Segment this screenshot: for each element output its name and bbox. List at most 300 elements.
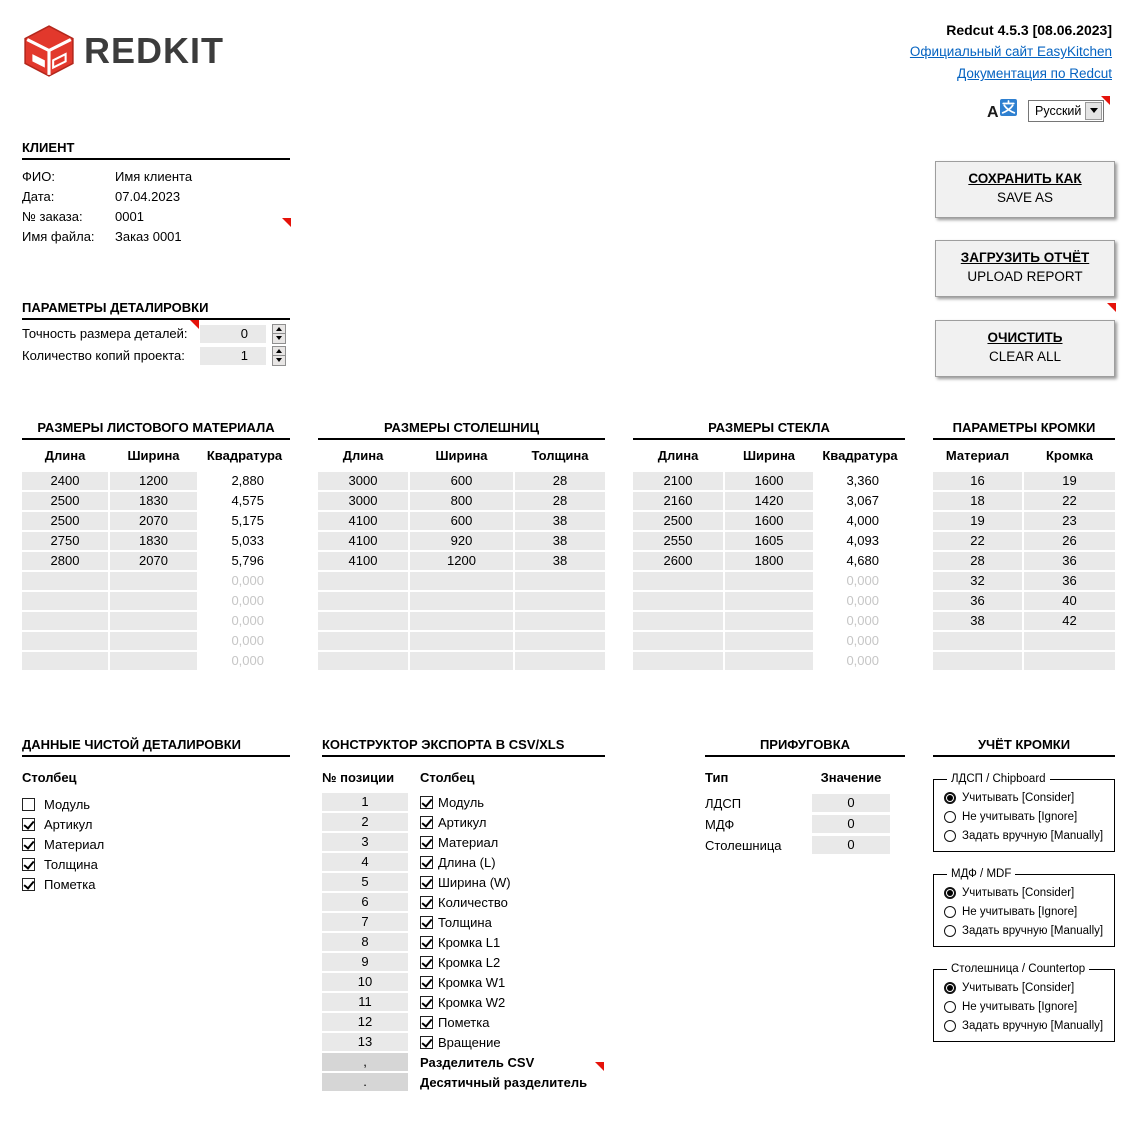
radio-button[interactable] [944,792,956,804]
length-cell[interactable] [22,612,108,630]
checkbox[interactable] [420,1036,433,1049]
countertop-title: РАЗМЕРЫ СТОЛЕШНИЦ [318,420,605,440]
checkbox-row [22,795,290,814]
radio-option [944,997,1110,1016]
checkbox[interactable] [420,976,433,989]
thickness-cell[interactable] [515,592,605,610]
col-header-area: Квадратура [822,448,898,463]
spinner-up-button[interactable] [272,324,286,335]
length-cell[interactable] [22,592,108,610]
area-cell: 0,000 [846,653,879,668]
group-legend: Столешница / Countertop [951,963,1086,975]
clear-all-label-ru: ОЧИСТИТЬ [987,330,1063,345]
area-cell: 0,000 [231,613,264,628]
col-header-value: Значение [820,770,882,785]
area-cell: 0,000 [231,633,264,648]
edge-cell[interactable]: 36 [1024,572,1115,590]
param-row [22,324,290,343]
col-header-column: Столбец [420,770,475,785]
length-cell[interactable]: 3000 [318,492,408,510]
width-cell[interactable] [410,632,513,650]
area-cell: 5,796 [231,553,264,568]
area-cell: 0,000 [846,593,879,608]
edge-cell[interactable]: 19 [1024,472,1115,490]
checkbox[interactable] [22,818,35,831]
thickness-cell[interactable] [515,612,605,630]
table-row [318,612,605,630]
spinner-down-button[interactable] [272,356,286,366]
position-cell[interactable]: 12 [322,1013,408,1031]
edge-cell[interactable]: 40 [1024,592,1115,610]
csv-export-items [322,793,605,1051]
version-label: Redcut 4.5.3 [08.06.2023] [946,22,1112,38]
width-cell[interactable]: 1200 [110,472,197,490]
area-cell: 3,360 [846,473,879,488]
width-cell[interactable]: 1200 [410,552,513,570]
spinner-up-button[interactable] [272,346,286,357]
checkbox-row [22,855,290,874]
checkbox-label: Кромка W1 [438,974,506,990]
radio-option [944,902,1110,921]
client-row [22,226,290,246]
table-row [22,632,290,650]
width-cell[interactable] [725,632,813,650]
csv-export-row [322,1013,605,1031]
length-cell[interactable]: 4100 [318,512,408,530]
checkbox-label: Пометка [44,877,96,892]
thickness-cell[interactable]: 28 [515,472,605,490]
jointing-type-label: ЛДСП [705,795,742,811]
length-cell[interactable]: 2550 [633,532,723,550]
checkbox-label: Кромка W2 [438,994,506,1010]
csv-export-row [322,913,605,931]
csv-separator-row [322,1073,605,1091]
length-cell[interactable]: 4100 [318,552,408,570]
client-section [22,140,290,246]
glass-title: РАЗМЕРЫ СТЕКЛА [633,420,905,440]
checkbox-label: Материал [44,837,105,852]
jointing-value-cell[interactable]: 0 [812,836,890,854]
jointing-section [705,737,905,857]
length-cell[interactable]: 3000 [318,472,408,490]
width-cell[interactable] [725,612,813,630]
official-site-link[interactable]: Официальный сайт EasyKitchen [909,44,1112,59]
length-cell[interactable]: 2500 [22,512,108,530]
material-cell[interactable] [933,652,1022,670]
position-cell[interactable]: 7 [322,913,408,931]
table-row [318,512,605,530]
table-row [318,592,605,610]
radio-label: Не учитывать [Ignore] [962,810,1078,823]
material-cell[interactable]: 28 [933,552,1022,570]
col-header-type: Тип [705,770,729,785]
checkbox[interactable] [22,858,35,871]
table-row [318,532,605,550]
table-row [22,592,290,610]
length-cell[interactable] [22,652,108,670]
edge-cell[interactable]: 36 [1024,552,1115,570]
table-row [933,612,1115,630]
length-cell[interactable] [633,572,723,590]
length-cell[interactable] [22,572,108,590]
checkbox[interactable] [420,896,433,909]
radio-option [944,978,1110,997]
length-cell[interactable]: 2100 [633,472,723,490]
table-row [633,592,905,610]
table-row [318,492,605,510]
edge-params-rows [933,472,1115,670]
col-header-length: Длина [44,448,86,463]
table-row [633,532,905,550]
checkbox-row [22,815,290,834]
position-cell[interactable]: 6 [322,893,408,911]
documentation-link[interactable]: Документация по Redcut [957,66,1112,81]
radio-option [944,883,1110,902]
comment-flag-upload [1107,303,1116,312]
width-cell[interactable]: 2070 [110,552,197,570]
logo-text: REDKIT [84,30,224,71]
detail-params-section [22,300,290,368]
table-row [633,612,905,630]
checkbox[interactable] [420,956,433,969]
radio-button[interactable] [944,982,956,994]
checkbox-label: Модуль [44,797,91,812]
col-header-width: Ширина [742,448,796,463]
thickness-cell[interactable]: 38 [515,552,605,570]
checkbox[interactable] [420,936,433,949]
length-cell[interactable] [633,592,723,610]
area-cell: 0,000 [231,593,264,608]
csv-export-row [322,793,605,811]
edge-accounting-group-mdf [933,868,1115,947]
radio-label: Задать вручную [Manually] [962,829,1104,842]
glass-table [633,420,905,672]
edge-params-title: ПАРАМЕТРЫ КРОМКИ [933,420,1115,440]
area-cell: 0,000 [846,613,879,628]
checkbox-label: Модуль [438,794,485,810]
client-row [22,166,290,186]
csv-export-row [322,853,605,871]
thickness-cell[interactable] [515,572,605,590]
radio-button[interactable] [944,1001,956,1013]
checkbox[interactable] [22,878,35,891]
position-cell[interactable]: 10 [322,973,408,991]
width-cell[interactable] [410,572,513,590]
language-selected: Русский [1035,103,1082,118]
edge-cell[interactable]: 22 [1024,492,1115,510]
radio-label: Учитывать [Consider] [962,791,1075,804]
upload-report-button[interactable] [935,240,1115,297]
material-cell[interactable]: 22 [933,532,1022,550]
table-row [933,572,1115,590]
param-value-cell[interactable]: 1 [200,347,266,365]
client-field-value[interactable]: 0001 [115,208,144,224]
client-section-title: КЛИЕНТ [22,140,290,160]
width-cell[interactable]: 1605 [725,532,813,550]
sheet-material-table [22,420,290,672]
radio-button[interactable] [944,830,956,842]
width-cell[interactable]: 1800 [725,552,813,570]
length-cell[interactable]: 2600 [633,552,723,570]
length-cell[interactable] [22,632,108,650]
material-cell[interactable]: 18 [933,492,1022,510]
param-row [22,346,290,365]
width-cell[interactable] [110,592,197,610]
language-select[interactable] [1028,100,1104,122]
length-cell[interactable] [633,632,723,650]
position-cell[interactable]: 4 [322,853,408,871]
separator-value-cell[interactable]: , [322,1053,408,1071]
jointing-value-cell[interactable]: 0 [812,794,890,812]
col-header-position: № позиции [322,770,395,785]
width-cell[interactable]: 1600 [725,512,813,530]
csv-export-section [322,737,605,1093]
material-cell[interactable]: 36 [933,592,1022,610]
client-row [22,206,290,226]
separator-label: Десятичный разделитель [420,1074,588,1090]
jointing-header-row [705,770,905,785]
radio-option [944,921,1110,940]
table-header-row [318,448,605,464]
width-cell[interactable]: 800 [410,492,513,510]
width-cell[interactable] [410,652,513,670]
checkbox-label: Количество [438,894,508,910]
area-cell: 2,880 [231,473,264,488]
save-as-label-en: SAVE AS [996,190,1054,205]
checkbox[interactable] [420,916,433,929]
width-cell[interactable] [410,592,513,610]
separator-value-cell[interactable]: . [322,1073,408,1091]
width-cell[interactable] [410,612,513,630]
checkbox-label: Вращение [438,1034,501,1050]
radio-group [944,788,1110,845]
jointing-value-cell[interactable]: 0 [812,815,890,833]
radio-label: Не учитывать [Ignore] [962,905,1078,918]
table-row [933,532,1115,550]
checkbox[interactable] [420,816,433,829]
area-cell: 0,000 [231,573,264,588]
area-cell: 4,093 [846,533,879,548]
app-logo [22,24,224,78]
save-as-label-ru: СОХРАНИТЬ КАК [968,171,1082,186]
radio-button[interactable] [944,811,956,823]
checkbox[interactable] [420,1016,433,1029]
checkbox[interactable] [22,838,35,851]
csv-export-row [322,833,605,851]
checkbox-row [22,875,290,894]
csv-separator-rows [322,1053,605,1091]
length-cell[interactable]: 2500 [22,492,108,510]
material-cell[interactable]: 19 [933,512,1022,530]
length-cell[interactable] [318,612,408,630]
position-cell[interactable]: 9 [322,953,408,971]
jointing-rows [705,794,905,854]
width-cell[interactable]: 920 [410,532,513,550]
length-cell[interactable] [633,652,723,670]
redkit-cube-icon [22,24,76,78]
edge-accounting-section [933,737,1115,1042]
table-row [22,652,290,670]
length-cell[interactable]: 2500 [633,512,723,530]
edge-cell[interactable]: 23 [1024,512,1115,530]
table-row [633,572,905,590]
table-row [933,552,1115,570]
group-legend: ЛДСП / Chipboard [951,773,1046,785]
width-cell[interactable] [110,612,197,630]
checkbox-label: Пометка [438,1014,490,1030]
width-cell[interactable]: 1830 [110,492,197,510]
material-cell[interactable]: 38 [933,612,1022,630]
checkbox[interactable] [22,798,35,811]
length-cell[interactable]: 2750 [22,532,108,550]
table-row [633,552,905,570]
width-cell[interactable]: 1600 [725,472,813,490]
checkbox[interactable] [420,856,433,869]
width-cell[interactable]: 600 [410,472,513,490]
col-header-edge: Кромка [1046,448,1093,463]
spinner-down-button[interactable] [272,334,286,344]
width-cell[interactable] [725,572,813,590]
language-row [987,99,1104,122]
checkbox-label: Толщина [438,914,492,930]
radio-button[interactable] [944,1020,956,1032]
client-field-label: ФИО: [22,168,55,184]
client-field-value[interactable]: Имя клиента [115,168,193,184]
thickness-cell[interactable]: 28 [515,492,605,510]
width-cell[interactable]: 600 [410,512,513,530]
position-cell[interactable]: 13 [322,1033,408,1051]
checkbox[interactable] [420,836,433,849]
edge-cell[interactable] [1024,652,1115,670]
table-row [933,492,1115,510]
edge-cell[interactable]: 42 [1024,612,1115,630]
length-cell[interactable] [633,612,723,630]
countertop-table [318,420,605,672]
radio-button[interactable] [944,925,956,937]
thickness-cell[interactable]: 38 [515,512,605,530]
param-label: Точность размера деталей: [22,326,188,341]
countertop-rows [318,472,605,670]
length-cell[interactable] [318,572,408,590]
client-field-value[interactable]: 07.04.2023 [115,188,181,204]
width-cell[interactable]: 1830 [110,532,197,550]
edge-accounting-group-chipboard [933,773,1115,852]
checkbox[interactable] [420,796,433,809]
width-cell[interactable] [110,572,197,590]
csv-header-row [322,770,605,785]
position-cell[interactable]: 11 [322,993,408,1011]
client-field-value[interactable]: Заказ 0001 [115,228,182,244]
table-row [633,632,905,650]
table-row [22,612,290,630]
position-cell[interactable]: 5 [322,873,408,891]
radio-group [944,978,1110,1035]
detail-params-title: ПАРАМЕТРЫ ДЕТАЛИРОВКИ [22,300,290,320]
area-cell: 0,000 [846,633,879,648]
checkbox-label: Толщина [44,857,98,872]
col-header-length: Длина [342,448,384,463]
radio-button[interactable] [944,906,956,918]
spinner-control [272,324,286,344]
radio-button[interactable] [944,887,956,899]
jointing-row [705,815,905,833]
version-block [910,22,1112,88]
material-cell[interactable]: 16 [933,472,1022,490]
length-cell[interactable] [318,592,408,610]
thickness-cell[interactable] [515,632,605,650]
chevron-down-icon[interactable] [1085,102,1102,120]
clean-detail-items [22,795,290,894]
width-cell[interactable] [725,592,813,610]
length-cell[interactable]: 2400 [22,472,108,490]
client-rows [22,166,290,246]
width-cell[interactable]: 2070 [110,512,197,530]
length-cell[interactable]: 4100 [318,532,408,550]
table-row [633,472,905,490]
width-cell[interactable] [110,652,197,670]
upload-report-label-ru: ЗАГРУЗИТЬ ОТЧЁТ [960,250,1090,265]
clean-detail-title: ДАННЫЕ ЧИСТОЙ ДЕТАЛИРОВКИ [22,737,290,757]
edge-params-table [933,420,1115,672]
detail-params-rows [22,324,290,365]
save-as-button[interactable] [935,161,1115,218]
sheet-material-rows [22,472,290,670]
area-cell: 5,033 [231,533,264,548]
edge-cell[interactable]: 26 [1024,532,1115,550]
param-value-cell[interactable]: 0 [200,325,266,343]
client-field-label: Дата: [22,188,55,204]
csv-export-row [322,873,605,891]
position-cell[interactable]: 2 [322,813,408,831]
length-cell[interactable]: 2800 [22,552,108,570]
checkbox-row [22,835,290,854]
material-cell[interactable]: 32 [933,572,1022,590]
sheet-material-title: РАЗМЕРЫ ЛИСТОВОГО МАТЕРИАЛА [22,420,290,440]
radio-option [944,788,1110,807]
thickness-cell[interactable] [515,652,605,670]
checkbox-label: Кромка L1 [438,934,501,950]
col-header-width: Ширина [127,448,180,463]
edge-cell[interactable] [1024,632,1115,650]
translate-icon: A [987,99,1017,122]
position-cell[interactable]: 1 [322,793,408,811]
material-cell[interactable] [933,632,1022,650]
length-cell[interactable]: 2160 [633,492,723,510]
csv-export-row [322,1033,605,1051]
checkbox[interactable] [420,996,433,1009]
table-row [318,552,605,570]
length-cell[interactable] [318,632,408,650]
checkbox-label: Артикул [44,817,93,832]
clear-all-button[interactable] [935,320,1115,377]
col-header-area: Квадратура [206,448,283,463]
area-cell: 4,680 [846,553,879,568]
thickness-cell[interactable]: 38 [515,532,605,550]
position-cell[interactable]: 3 [322,833,408,851]
checkbox[interactable] [420,876,433,889]
table-row [318,472,605,490]
csv-export-row [322,893,605,911]
width-cell[interactable] [110,632,197,650]
width-cell[interactable] [725,652,813,670]
csv-export-row [322,993,605,1011]
width-cell[interactable]: 1420 [725,492,813,510]
position-cell[interactable]: 8 [322,933,408,951]
jointing-row [705,794,905,812]
checkbox-label: Ширина (W) [438,874,511,890]
length-cell[interactable] [318,652,408,670]
table-header-row [22,448,290,464]
